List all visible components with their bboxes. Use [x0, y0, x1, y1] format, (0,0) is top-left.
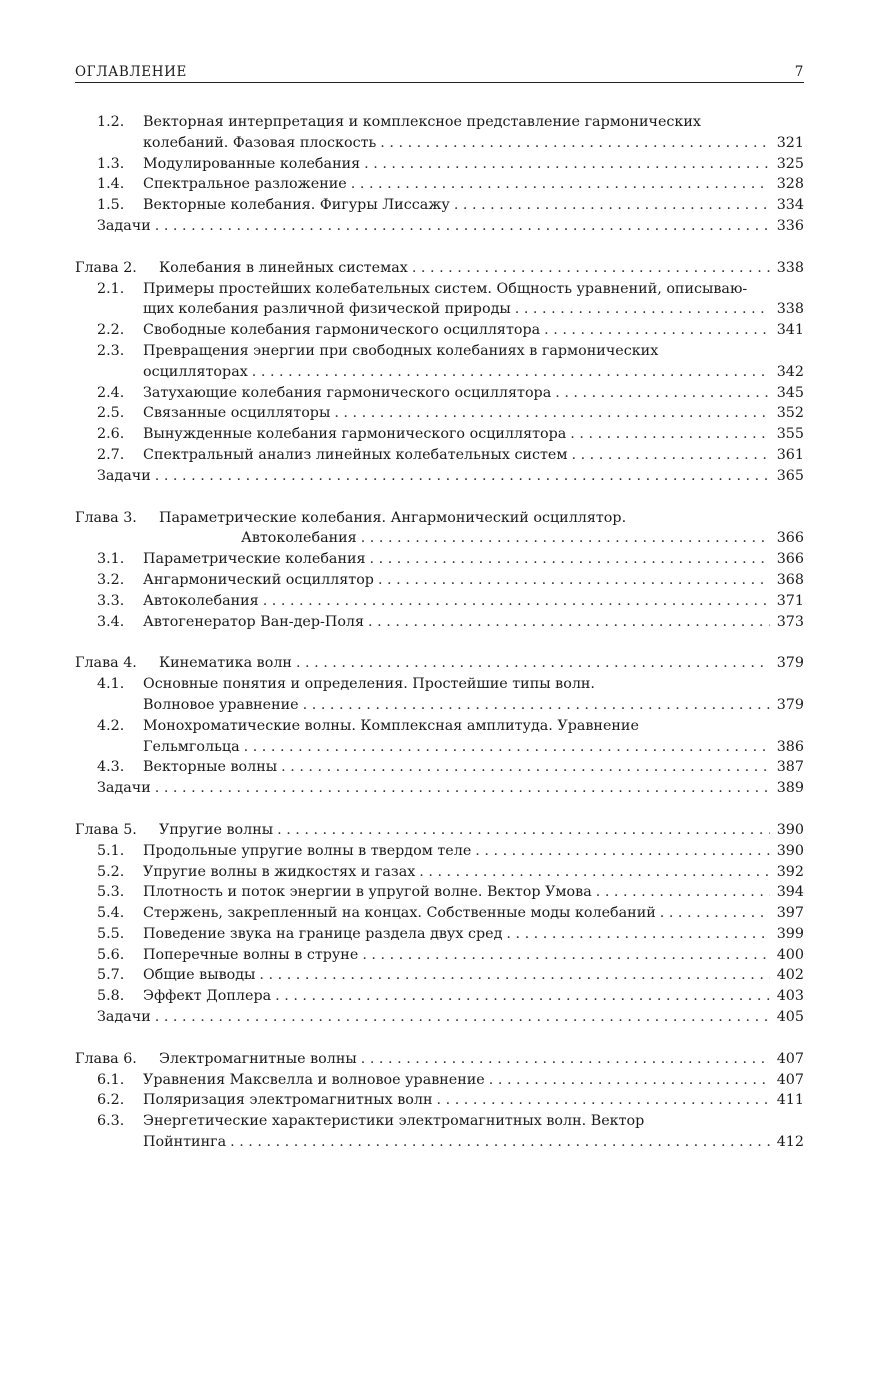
toc-section-entry [75, 591, 804, 612]
toc-section-entry [75, 945, 804, 966]
table-of-contents [75, 112, 804, 1153]
section-number: 6.2. [97, 1092, 125, 1109]
toc-tasks-entry [75, 216, 804, 237]
page-number: 379 [776, 655, 804, 672]
toc-chapter-entry [75, 820, 804, 841]
toc-chapter-continuation [75, 528, 804, 549]
toc-section-entry [75, 1111, 804, 1132]
page-number: 345 [776, 384, 804, 401]
entry-title-line1: Монохроматические волны. Комплексная амплитуда. Уравнение [143, 717, 639, 734]
dot-leader [303, 695, 770, 716]
section-number: 1.5. [97, 197, 125, 214]
section-number: 3.1. [97, 551, 125, 568]
dot-leader [334, 403, 770, 424]
entry-title: Поперечные волны в струне [143, 946, 359, 963]
page-number: 361 [776, 446, 804, 463]
page-number: 365 [776, 467, 804, 484]
entry-title: Плотность и поток энергии в упругой волне. Вектор Умова [143, 884, 592, 901]
toc-section-entry [75, 674, 804, 695]
dot-leader [596, 882, 770, 903]
toc-tasks-entry [75, 466, 804, 487]
toc-section-entry [75, 1070, 804, 1091]
toc-section-entry [75, 154, 804, 175]
dot-leader [361, 1049, 770, 1070]
page-number: 407 [776, 1050, 804, 1067]
entry-title: Вынужденные колебания гармонического осциллятора [143, 426, 567, 443]
dot-leader [571, 445, 770, 466]
page-number: 342 [776, 363, 804, 380]
toc-section-entry [75, 965, 804, 986]
page-number: 338 [776, 259, 804, 276]
section-number: 2.4. [97, 384, 125, 401]
entry-title: Продольные упругие волны в твердом теле [143, 842, 472, 859]
toc-section-entry [75, 882, 804, 903]
section-number: 3.2. [97, 571, 125, 588]
toc-section-entry [75, 174, 804, 195]
page-number: 411 [776, 1092, 804, 1109]
chapter-gap [75, 1028, 804, 1049]
entry-title: Эффект Доплера [143, 988, 272, 1005]
entry-title: Задачи [97, 780, 151, 797]
section-number: 2.6. [97, 426, 125, 443]
toc-section-continuation [75, 299, 804, 320]
dot-leader [362, 945, 770, 966]
entry-title: Колебания в линейных системах [159, 259, 408, 276]
toc-section-entry [75, 112, 804, 133]
header-title: ОГЛАВЛЕНИЕ [75, 64, 187, 80]
chapter-number: Глава 6. [75, 1050, 137, 1067]
chapter-number: Глава 3. [75, 509, 137, 526]
page-number: 321 [776, 134, 804, 151]
section-number: 5.4. [97, 905, 125, 922]
page-number: 371 [776, 592, 804, 609]
dot-leader [252, 362, 770, 383]
entry-title: Параметрические колебания [143, 551, 366, 568]
section-number: 6.1. [97, 1071, 125, 1088]
toc-chapter-entry [75, 508, 804, 529]
entry-title: Общие выводы [143, 967, 256, 984]
toc-chapter-entry [75, 653, 804, 674]
running-header [75, 58, 804, 83]
entry-title: Уравнения Максвелла и волновое уравнение [143, 1071, 485, 1088]
entry-title-line2: Волновое уравнение [143, 696, 299, 713]
dot-leader [296, 653, 770, 674]
entry-title: Задачи [97, 1009, 151, 1026]
entry-title-line2: щих колебания различной физической природы [143, 301, 511, 318]
dot-leader [275, 986, 770, 1007]
entry-title: Поляризация электромагнитных волн [143, 1092, 433, 1109]
toc-section-entry [75, 341, 804, 362]
dot-leader [419, 862, 770, 883]
page-number: 341 [776, 322, 804, 339]
toc-section-entry [75, 549, 804, 570]
toc-tasks-entry [75, 778, 804, 799]
page-number: 392 [776, 863, 804, 880]
entry-title: Ангармонический осциллятор [143, 571, 374, 588]
section-number: 5.7. [97, 967, 125, 984]
entry-title: Поведение звука на границе раздела двух сред [143, 925, 503, 942]
chapter-gap [75, 237, 804, 258]
section-number: 3.3. [97, 592, 125, 609]
section-number: 5.1. [97, 842, 125, 859]
section-number: 1.3. [97, 155, 125, 172]
toc-section-continuation [75, 362, 804, 383]
toc-section-entry [75, 716, 804, 737]
dot-leader [155, 1007, 770, 1028]
dot-leader [437, 1090, 770, 1111]
entry-title: Автоколебания [143, 592, 259, 609]
entry-title: Векторные волны [143, 759, 278, 776]
toc-section-entry [75, 320, 804, 341]
dot-leader [380, 133, 770, 154]
page-number: 397 [776, 905, 804, 922]
section-number: 4.2. [97, 717, 125, 734]
toc-section-entry [75, 757, 804, 778]
toc-section-continuation [75, 737, 804, 758]
entry-title: Задачи [97, 467, 151, 484]
dot-leader [155, 466, 770, 487]
chapter-number: Глава 4. [75, 655, 137, 672]
page-number: 325 [776, 155, 804, 172]
dot-leader [475, 841, 770, 862]
entry-title: Кинематика волн [159, 655, 292, 672]
page-number: 328 [776, 176, 804, 193]
entry-title: Автогенератор Ван-дер-Поля [143, 613, 365, 630]
dot-leader [544, 320, 770, 341]
dot-leader [351, 174, 770, 195]
page-number: 379 [776, 696, 804, 713]
page-number: 399 [776, 925, 804, 942]
toc-section-continuation [75, 1132, 804, 1153]
chapter-gap [75, 632, 804, 653]
entry-title-line1: Энергетические характеристики электромагнитных волн. Вектор [143, 1113, 645, 1130]
page-number: 334 [776, 197, 804, 214]
dot-leader [412, 258, 770, 279]
section-number: 1.2. [97, 114, 125, 130]
entry-title-line1: Примеры простейших колебательных систем. Общность уравнений, описываю- [143, 280, 748, 297]
dot-leader [259, 965, 770, 986]
section-number: 1.4. [97, 176, 125, 193]
section-number: 5.6. [97, 946, 125, 963]
entry-title: Векторные колебания. Фигуры Лиссажу [143, 197, 450, 214]
section-number: 5.5. [97, 925, 125, 942]
toc-section-entry [75, 424, 804, 445]
dot-leader [281, 757, 770, 778]
dot-leader [155, 778, 770, 799]
page-number: 407 [776, 1071, 804, 1088]
section-number: 2.1. [97, 280, 125, 297]
entry-title: Упругие волны [159, 821, 274, 838]
entry-title: Электромагнитные волны [159, 1050, 357, 1067]
section-number: 2.2. [97, 322, 125, 339]
dot-leader [230, 1132, 770, 1153]
entry-title-line2: Гельмгольца [143, 738, 240, 755]
toc-chapter-entry [75, 1049, 804, 1070]
entry-title-line2: колебаний. Фазовая плоскость [143, 134, 377, 151]
dot-leader [489, 1070, 770, 1091]
chapter-number: Глава 5. [75, 821, 137, 838]
section-number: 5.2. [97, 863, 125, 880]
page-number: 355 [776, 426, 804, 443]
toc-section-entry [75, 445, 804, 466]
section-number: 4.1. [97, 676, 125, 693]
entry-title: Модулированные колебания [143, 155, 361, 172]
dot-leader [244, 737, 770, 758]
section-number: 5.3. [97, 884, 125, 901]
section-number: 4.3. [97, 759, 125, 776]
page-number: 338 [776, 301, 804, 318]
toc-section-entry [75, 862, 804, 883]
dot-leader [155, 216, 770, 237]
entry-title: Спектральное разложение [143, 176, 347, 193]
toc-section-entry [75, 986, 804, 1007]
section-number: 2.7. [97, 446, 125, 463]
section-number: 2.5. [97, 405, 125, 422]
page-number: 412 [776, 1134, 804, 1151]
chapter-gap [75, 799, 804, 820]
entry-title: Упругие волны в жидкостях и газах [143, 863, 416, 880]
toc-section-entry [75, 195, 804, 216]
page-number: 366 [776, 551, 804, 568]
dot-leader [361, 528, 770, 549]
page-number: 402 [776, 967, 804, 984]
page-number: 368 [776, 571, 804, 588]
page-number: 400 [776, 946, 804, 963]
chapter-number: Глава 2. [75, 259, 137, 276]
toc-section-entry [75, 841, 804, 862]
section-number: 2.3. [97, 342, 125, 359]
dot-leader [364, 154, 770, 175]
dot-leader [378, 570, 770, 591]
toc-section-entry [75, 612, 804, 633]
toc-section-entry [75, 1090, 804, 1111]
toc-tasks-entry [75, 1007, 804, 1028]
entry-title-line2: Автоколебания [241, 530, 357, 547]
dot-leader [263, 591, 770, 612]
page-number: 387 [776, 759, 804, 776]
entry-title: Спектральный анализ линейных колебательных систем [143, 446, 568, 463]
toc-section-continuation [75, 695, 804, 716]
entry-title: Затухающие колебания гармонического осциллятора [143, 384, 552, 401]
toc-section-entry [75, 403, 804, 424]
toc-section-entry [75, 924, 804, 945]
entry-title-line2: осцилляторах [143, 363, 248, 380]
page-number: 373 [776, 613, 804, 630]
entry-title-line1: Векторная интерпретация и комплексное представление гармонических [143, 114, 701, 130]
entry-title: Стержень, закрепленный на концах. Собственные моды колебаний [143, 905, 656, 922]
chapter-gap [75, 487, 804, 508]
section-number: 5.8. [97, 988, 125, 1005]
dot-leader [570, 424, 770, 445]
dot-leader [506, 924, 770, 945]
header-page-number: 7 [794, 64, 804, 80]
dot-leader [370, 549, 770, 570]
dot-leader [277, 820, 770, 841]
dot-leader [555, 383, 770, 404]
page-number: 405 [776, 1009, 804, 1026]
entry-title: Задачи [97, 217, 151, 234]
toc-section-continuation [75, 133, 804, 154]
section-number: 6.3. [97, 1113, 125, 1130]
page-number: 386 [776, 738, 804, 755]
page-number: 352 [776, 405, 804, 422]
page-number: 336 [776, 217, 804, 234]
toc-section-entry [75, 383, 804, 404]
entry-title-line1: Параметрические колебания. Ангармонический осциллятор. [159, 509, 627, 526]
section-number: 3.4. [97, 613, 125, 630]
page-number: 390 [776, 842, 804, 859]
entry-title-line1: Основные понятия и определения. Простейшие типы волн. [143, 676, 595, 693]
entry-title-line2: Пойнтинга [143, 1134, 227, 1151]
page-number: 389 [776, 780, 804, 797]
page-number: 366 [776, 530, 804, 547]
entry-title-line1: Превращения энергии при свободных колебаниях в гармонических [143, 342, 659, 359]
entry-title: Свободные колебания гармонического осциллятора [143, 322, 541, 339]
toc-section-entry [75, 570, 804, 591]
toc-section-entry [75, 903, 804, 924]
dot-leader [515, 299, 770, 320]
toc-chapter-entry [75, 258, 804, 279]
page-number: 390 [776, 821, 804, 838]
dot-leader [368, 612, 770, 633]
toc-section-entry [75, 279, 804, 300]
page-number: 394 [776, 884, 804, 901]
dot-leader [454, 195, 770, 216]
page-number: 403 [776, 988, 804, 1005]
entry-title: Связанные осцилляторы [143, 405, 331, 422]
dot-leader [660, 903, 770, 924]
